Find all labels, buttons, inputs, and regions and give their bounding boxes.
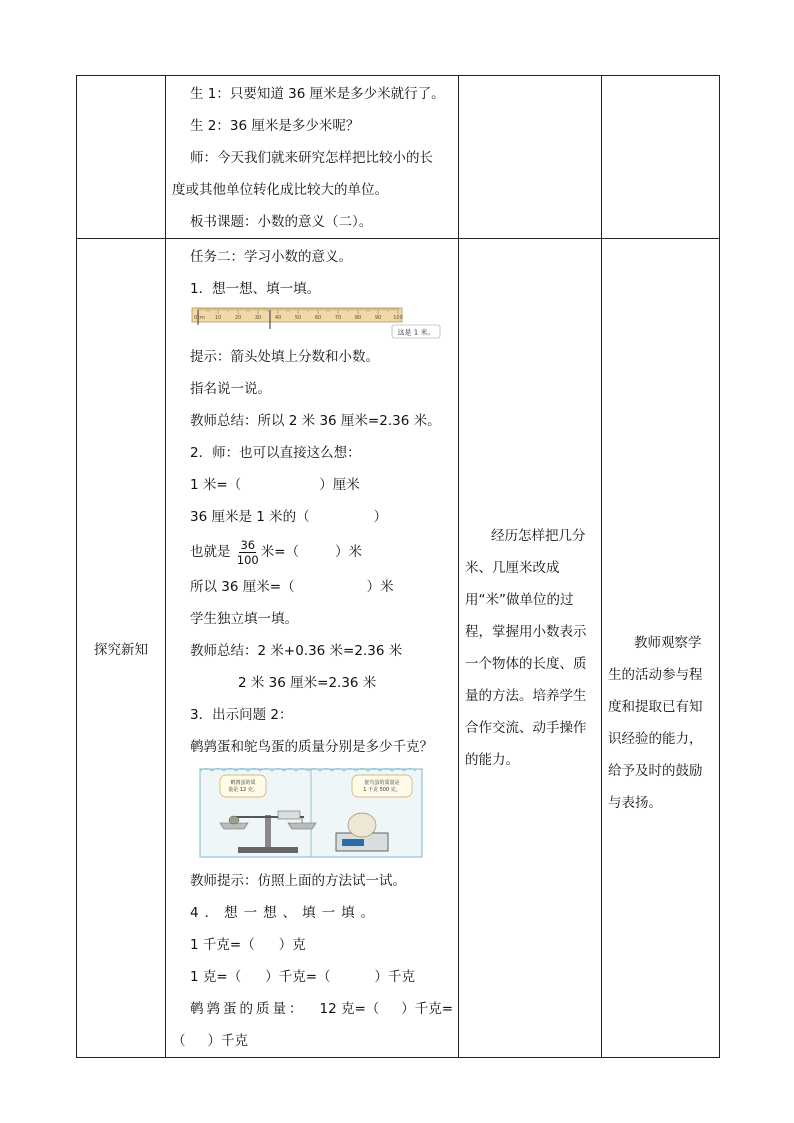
goal-cell	[459, 239, 602, 1058]
question-4: 4．想一想、填一填。	[190, 905, 381, 921]
fraction-numerator: 36	[240, 537, 256, 552]
stage-cell-empty	[77, 76, 166, 239]
blank-prefix: 鹌鹑蛋的质量：	[190, 1001, 306, 1017]
process-cell	[166, 76, 459, 239]
eval-cell-empty	[602, 76, 720, 239]
fraction-36-100	[237, 538, 259, 567]
ruler-tick-label: 40	[274, 315, 282, 321]
eggs-illustration	[166, 765, 458, 861]
dialog-line: 度或其他单位转化成比较大的单位。	[172, 182, 388, 198]
dialog-line: 生 1：只要知道 36 厘米是多少米就行了。	[190, 86, 445, 102]
table-row	[77, 239, 720, 1058]
ruler-tick-label: 10	[214, 315, 222, 321]
independent-line: 学生独立填一填。	[190, 611, 298, 627]
ruler-illustration	[166, 305, 458, 341]
blank-suffix: ）克	[278, 937, 306, 953]
table-row	[77, 76, 720, 239]
question-1: 1．想一想、填一填。	[190, 281, 321, 297]
bubble-ostrich: 鸵鸟蛋的质量是 1 千克 500 克。	[363, 780, 401, 793]
ruler-tick-label: 60	[314, 315, 322, 321]
lesson-plan-table	[76, 75, 720, 1058]
blank-middle: 米=（	[260, 544, 300, 560]
summary-line-2b: 2 米 36 厘米=2.36 米	[238, 675, 377, 691]
blank-suffix: ）千克	[207, 1033, 248, 1049]
ruler-tick-label: 70	[334, 315, 342, 321]
process-cell	[166, 239, 459, 1058]
blank-suffix: ）米	[366, 579, 394, 595]
bubble-quail: 鹌鹑蛋的质量是 12 克。	[228, 780, 258, 793]
eval-text: 教师观察学生的活动参与程度和提取已有知识经验的能力，给予及时的鼓励与表扬。	[608, 635, 703, 811]
question-3: 3．出示问题 2：	[190, 707, 293, 723]
ask-line: 指名说一说。	[190, 381, 271, 397]
summary-line: 教师总结：所以 2 米 36 厘米=2.36 米。	[190, 413, 441, 429]
blank-prefix: 1 米=（	[190, 477, 242, 493]
eval-cell	[602, 239, 720, 1058]
fill-blank-kg	[166, 929, 458, 961]
blank-middle: ）千克=（	[265, 969, 331, 985]
ruler-figure	[166, 305, 458, 341]
dialog-line: 生 2：36 厘米是多少米呢？	[190, 118, 360, 134]
ruler-unit-label: 0cm	[194, 315, 205, 321]
blank-prefix: 也就是	[190, 544, 231, 560]
blank-suffix: ）米	[335, 544, 363, 560]
blank-suffix: ）厘米	[319, 477, 360, 493]
fill-blank-quail	[166, 993, 458, 1025]
stage-label: 探究新知	[94, 642, 148, 658]
eggs-scale-figure	[166, 765, 458, 861]
ruler-tick-label: 80	[354, 315, 362, 321]
task-heading: 任务二：学习小数的意义。	[190, 249, 352, 265]
ruler-tick-label: 50	[294, 315, 302, 321]
fraction-denominator: 100	[236, 552, 259, 567]
fill-blank-meter	[166, 469, 458, 501]
blank-suffix: ）千克	[374, 969, 416, 985]
lesson-title-line: 板书课题：小数的意义（二）。	[190, 214, 373, 230]
question-2: 2．师：也可以直接这么想：	[190, 445, 361, 461]
blank-suffix: ）	[373, 509, 388, 525]
stage-cell	[77, 239, 166, 1058]
question-3-text: 鹌鹑蛋和鸵鸟蛋的质量分别是多少千克？	[190, 739, 433, 755]
blank-prefix: 1 千克=（	[190, 937, 255, 953]
fill-blank-so	[166, 571, 458, 603]
ruler-tick-label: 30	[254, 315, 262, 321]
ruler-tick-label: 20	[234, 315, 242, 321]
summary-line-2a: 教师总结：2 米+0.36 米=2.36 米	[190, 643, 403, 659]
blank-prefix: 1 克=（	[190, 969, 242, 985]
fill-blank-that-is	[166, 533, 458, 571]
ruler-note: 这是 1 米。	[397, 328, 435, 337]
blank-prefix: 36 厘米是 1 米的（	[190, 509, 310, 525]
dialog-line: 师：今天我们就来研究怎样把比较小的长	[190, 150, 433, 166]
blank-prefix: 所以 36 厘米=（	[190, 579, 295, 595]
blank-prefix: （	[172, 1033, 186, 1049]
fill-blank-g	[166, 961, 458, 993]
ruler-tick-label: 100	[393, 315, 403, 321]
fill-blank-quail-cont	[166, 1025, 458, 1057]
blank-suffix: ）千克=	[401, 1001, 454, 1017]
hint-line-2: 教师提示：仿照上面的方法试一试。	[190, 873, 406, 889]
ruler-tick-label: 90	[374, 315, 382, 321]
goal-cell-empty	[459, 76, 602, 239]
hint-line: 提示：箭头处填上分数和小数。	[190, 349, 379, 365]
blank-middle: 12 克=（	[319, 1001, 380, 1017]
goal-text: 经历怎样把几分米、几厘米改成用“米”做单位的过程，掌握用小数表示一个物体的长度、质量的方法。培养学生合作交流、动手操作的能力。	[465, 528, 587, 768]
fill-blank-fraction	[166, 501, 458, 533]
